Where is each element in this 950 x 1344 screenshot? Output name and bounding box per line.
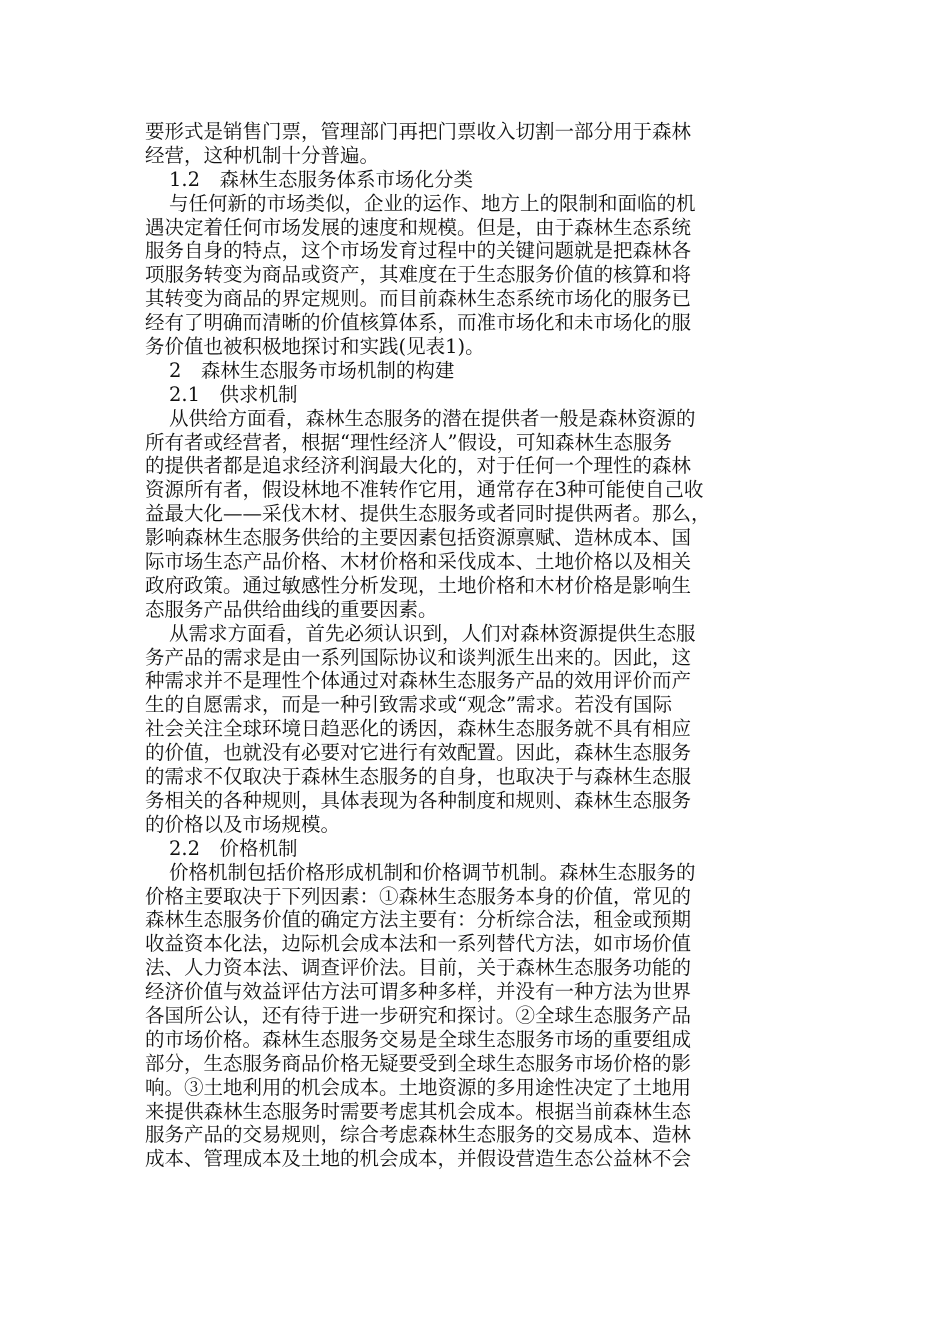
text-line: 2 森林生态服务市场机制的构建: [169, 358, 455, 382]
text-line: 服务自身的特点，这个市场发育过程中的关键问题就是把森林各: [145, 239, 692, 263]
text-line: 所有者或经营者，根据“理性经济人”假设，可知森林生态服务: [145, 430, 672, 454]
text-line: 经有了明确而清晰的价值核算体系，而准市场化和未市场化的服: [145, 311, 692, 335]
text-line: 影响森林生态服务供给的主要因素包括资源禀赋、造林成本、国: [145, 526, 692, 550]
text-line: 生的自愿需求，而是一种引致需求或“观念”需求。若没有国际: [145, 693, 672, 717]
text-line: 务产品的需求是由一系列国际协议和谈判派生出来的。因此，这: [145, 645, 692, 669]
text-line: 2.2 价格机制: [169, 836, 298, 860]
text-line: 从供给方面看，森林生态服务的潜在提供者一般是森林资源的: [169, 406, 696, 430]
text-line: 遇决定着任何市场发展的速度和规模。但是，由于森林生态系统: [145, 215, 692, 239]
text-line: 森林生态服务价值的确定方法主要有：分析综合法，租金或预期: [145, 908, 692, 932]
text-line: 的价格以及市场规模。: [145, 812, 341, 836]
text-line: 的市场价格。森林生态服务交易是全球生态服务市场的重要组成: [145, 1027, 692, 1051]
text-line: 1.2 森林生态服务体系市场化分类: [169, 167, 474, 191]
text-line: 的需求不仅取决于森林生态服务的自身，也取决于与森林生态服: [145, 765, 692, 789]
document-body: [145, 120, 795, 1171]
text-line: 社会关注全球环境日趋恶化的诱因，森林生态服务就不具有相应: [145, 717, 692, 741]
text-line: 与任何新的市场类似，企业的运作、地方上的限制和面临的机: [169, 191, 696, 215]
text-line: 的价值，也就没有必要对它进行有效配置。因此，森林生态服务: [145, 741, 692, 765]
text-line: 法、人力资本法、调查评价法。目前，关于森林生态服务功能的: [145, 956, 692, 980]
text-line: 从需求方面看，首先必须认识到，人们对森林资源提供生态服: [169, 621, 696, 645]
text-line: 各国所公认，还有待于进一步研究和探讨。②全球生态服务产品: [145, 1003, 692, 1027]
text-line: 要形式是销售门票，管理部门再把门票收入切割一部分用于森林: [145, 120, 692, 143]
text-line: 种需求并不是理性个体通过对森林生态服务产品的效用评价而产: [145, 669, 692, 693]
text-line: 际市场生态产品价格、木材价格和采伐成本、土地价格以及相关: [145, 550, 692, 574]
text-line: 服务产品的交易规则，综合考虑森林生态服务的交易成本、造林: [145, 1123, 692, 1147]
text-line: 务价值也被积极地探讨和实践(见表1)。: [145, 335, 485, 359]
text-line: 态服务产品供给曲线的重要因素。: [145, 597, 438, 621]
text-line: 经济价值与效益评估方法可谓多种多样，并没有一种方法为世界: [145, 980, 692, 1004]
text-line: 务相关的各种规则，具体表现为各种制度和规则、森林生态服务: [145, 788, 692, 812]
text-line: 政府政策。通过敏感性分析发现，土地价格和木材价格是影响生: [145, 573, 692, 597]
text-line: 价格主要取决于下列因素：①森林生态服务本身的价值，常见的: [145, 884, 692, 908]
text-line: 益最大化——采伐木材、提供生态服务或者同时提供两者。那么，: [145, 502, 711, 526]
text-line: 收益资本化法，边际机会成本法和一系列替代方法，如市场价值: [145, 932, 692, 956]
text-line: 2.1 供求机制: [169, 382, 298, 406]
text-line: 部分，生态服务商品价格无疑要受到全球生态服务市场价格的影: [145, 1051, 692, 1075]
text-line: 项服务转变为商品或资产，其难度在于生态服务价值的核算和将: [145, 263, 692, 287]
text-line: 价格机制包括价格形成机制和价格调节机制。森林生态服务的: [169, 860, 696, 884]
text-line: 来提供森林生态服务时需要考虑其机会成本。根据当前森林生态: [145, 1099, 692, 1123]
text-line: 其转变为商品的界定规则。而目前森林生态系统市场化的服务已: [145, 287, 692, 311]
text-line: 经营，这种机制十分普遍。: [145, 143, 380, 167]
text-line: 的提供者都是追求经济利润最大化的，对于任何一个理性的森林: [145, 454, 692, 478]
text-line: 响。③土地利用的机会成本。土地资源的多用途性决定了土地用: [145, 1075, 692, 1099]
text-line: 资源所有者，假设林地不准转作它用，通常存在3种可能使自己收: [145, 478, 704, 502]
text-line: 成本、管理成本及土地的机会成本，并假设营造生态公益林不会: [145, 1147, 692, 1171]
